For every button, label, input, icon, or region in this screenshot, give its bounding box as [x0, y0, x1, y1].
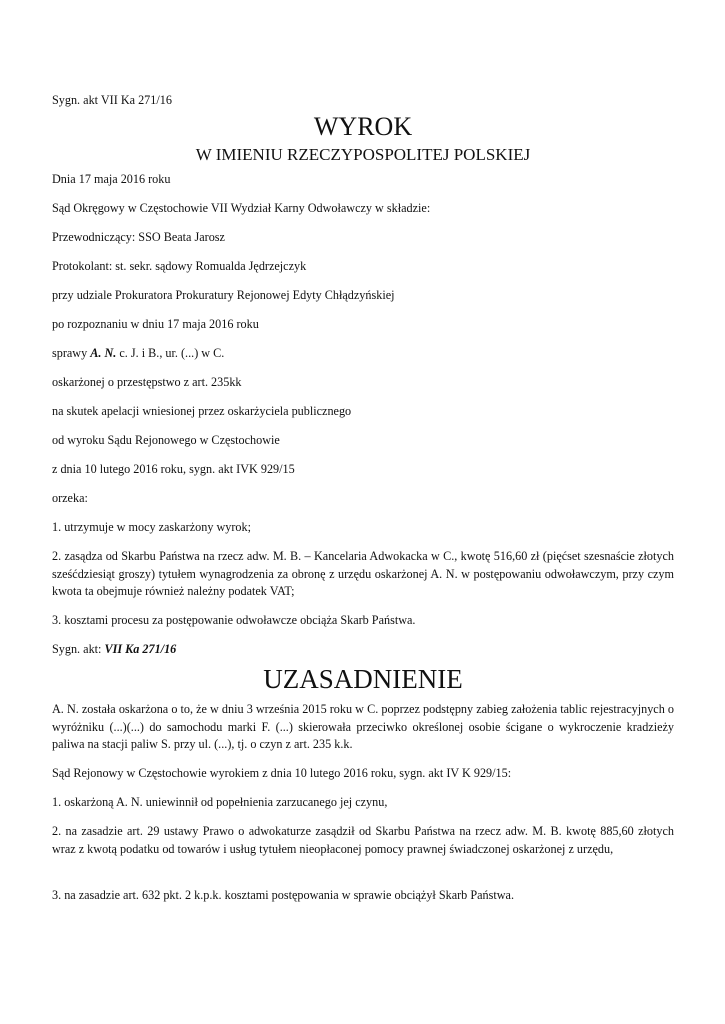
appealed-judgment-date: z dnia 10 lutego 2016 roku, sygn. akt IVK 929/15: [52, 462, 295, 476]
lower-court-point-2: 2. na zasadzie art. 29 ustawy Prawo o adwokaturze zasądził od Skarbu Państwa na rzecz adw. M. B. kwotę 885,60 złotych wraz z kwotą podatku od towarów i usług tytułem nieopłaconej pomocy prawnej świadczonej oskarżonej z urzędu,: [52, 824, 674, 856]
appeal-line: na skutek apelacji wniesionej przez oskarżyciela publicznego: [52, 404, 352, 418]
signature-value: VII Ka 271/16: [104, 642, 177, 656]
judgment-subtitle: W IMIENIU RZECZYPOSPOLITEJ POLSKIEJ: [195, 145, 531, 164]
case-suffix: c. J. i B., ur. (...) w C.: [116, 346, 225, 360]
judgment-date: Dnia 17 maja 2016 roku: [52, 172, 171, 186]
prosecutor-line: przy udziale Prokuratora Prokuratury Rejonowej Edyty Chłądzyńskiej: [52, 288, 395, 302]
case-parties: [52, 345, 224, 363]
judgment-title: WYROK: [313, 112, 413, 141]
justification-title: UZASADNIENIE: [263, 664, 463, 694]
rules-line: orzeka:: [52, 491, 88, 505]
document-page: [52, 0, 674, 1024]
court-composition: Sąd Okręgowy w Częstochowie VII Wydział Karny Odwoławczy w składzie:: [52, 201, 431, 215]
hearing-date: po rozpoznaniu w dniu 17 maja 2016 roku: [52, 317, 259, 331]
lower-court-point-1: 1. oskarżoną A. N. uniewinnił od popełnienia zarzucanego jej czynu,: [52, 795, 388, 809]
lower-court-point-3: 3. na zasadzie art. 632 pkt. 2 k.p.k. kosztami postępowania w sprawie obciążył Skarb Państwa.: [52, 888, 514, 902]
justification-paragraph-charge: A. N. została oskarżona o to, że w dniu 3 września 2015 roku w C. poprzez podstępny zabieg założenia tablic rejestracyjnych o wyróżniku (...)(...) do samochodu marki F. (...) skierowała przeciwko określonej osobie ścigane o wykroczenie kradzieży paliwa na stacji paliw S. przy ul. (...), tj. o czyn z art. 235 k.k.: [52, 702, 674, 751]
ruling-point-2: 2. zasądza od Skarbu Państwa na rzecz adw. M. B. – Kancelaria Adwokacka w C., kwotę 516,60 zł (pięćset szesnaście złotych sześćdziesiąt groszy) tytułem wynagrodzenia za obronę z urzędu oskarżonej A. N. w postępowaniu odwoławczym, przy czym kwota ta obejmuje również należny podatek VAT;: [52, 549, 674, 598]
ruling-point-3: 3. kosztami procesu za postępowanie odwoławcze obciąża Skarb Państwa.: [52, 613, 416, 627]
signature-prefix: Sygn. akt:: [52, 642, 105, 656]
justification-paragraph-lower-court: Sąd Rejonowy w Częstochowie wyrokiem z dnia 10 lutego 2016 roku, sygn. akt IV K 929/15:: [52, 766, 512, 780]
court-clerk: Protokolant: st. sekr. sądowy Romualda Jędrzejczyk: [52, 259, 307, 273]
case-signature: Sygn. akt VII Ka 271/16: [52, 93, 172, 107]
ruling-point-1: 1. utrzymuje w mocy zaskarżony wyrok;: [52, 520, 252, 534]
defendant-name: A. N.: [90, 346, 117, 360]
presiding-judge: Przewodniczący: SSO Beata Jarosz: [52, 230, 225, 244]
justification-signature: [52, 641, 176, 659]
appealed-judgment: od wyroku Sądu Rejonowego w Częstochowie: [52, 433, 280, 447]
charge-line: oskarżonej o przestępstwo z art. 235kk: [52, 375, 242, 389]
case-prefix: sprawy: [52, 346, 91, 360]
